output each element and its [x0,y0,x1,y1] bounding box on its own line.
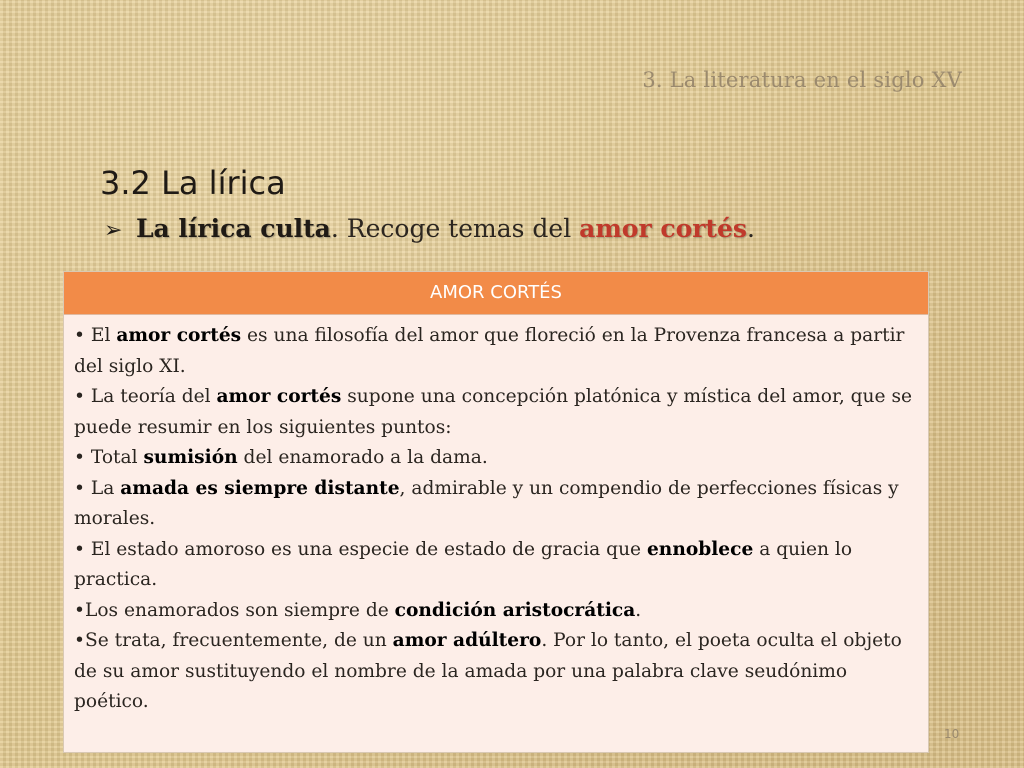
box-paragraph [74,321,918,382]
text-segment: supone una concepción platónica y mística del amor, que se puede resumir en los siguientes puntos: [74,386,912,438]
bold-term: amor cortés [216,386,342,407]
text-segment: • El estado amoroso es una especie de estado de gracia que [74,538,647,560]
box-paragraph [74,535,918,596]
text-segment: , admirable y un compendio de perfecciones físicas y morales. [74,477,899,529]
box-paragraph [74,596,918,627]
text-segment: . [635,599,642,621]
amor-cortes-box [63,271,929,753]
bold-term: amor cortés [116,325,242,346]
section-number: 3. [642,68,663,92]
text-segment: •Los enamorados son siempre de [74,599,395,621]
box-paragraph [74,474,918,535]
subtitle-highlight: amor cortés [579,214,747,243]
box-body [64,315,928,718]
bold-term: amor adúltero [392,630,542,651]
section-title: La literatura en el siglo XV [669,68,962,92]
text-segment: • El [74,325,117,346]
text-segment: del enamorado a la dama. [237,447,488,468]
box-paragraph [74,443,918,474]
slide-subtitle [104,214,755,243]
subtitle-end: . [746,214,755,243]
text-segment: • La [74,477,121,499]
text-segment: a quien lo practica. [74,538,853,590]
slide-title: 3.2 La lírica [100,164,286,202]
bold-term: ennoblece [646,538,754,560]
text-segment: es una filosofía del amor que floreció en la Provenza francesa a partir del siglo XI. [74,325,905,377]
text-segment: • Total [74,447,144,468]
text-segment: • La teoría del [74,386,217,407]
page-number: 10 [944,727,960,741]
subtitle-term: La lírica culta [135,214,331,243]
bold-term: condición aristocrática [394,599,636,621]
box-paragraph [74,382,918,443]
bold-term: sumisión [143,447,238,468]
bold-term: amada es siempre distante [120,477,400,499]
section-header [642,68,962,92]
arrow-bullet-icon: ➢ [104,218,123,243]
text-segment: . Por lo tanto, el poeta oculta el objeto de su amor sustituyendo el nombre de la amada por una palabra clave seudónimo poético. [74,630,902,712]
text-segment: •Se trata, frecuentemente, de un [74,630,393,651]
subtitle-text: . Recoge temas del [330,214,580,243]
box-paragraph [74,626,918,718]
box-header: AMOR CORTÉS [64,272,928,315]
